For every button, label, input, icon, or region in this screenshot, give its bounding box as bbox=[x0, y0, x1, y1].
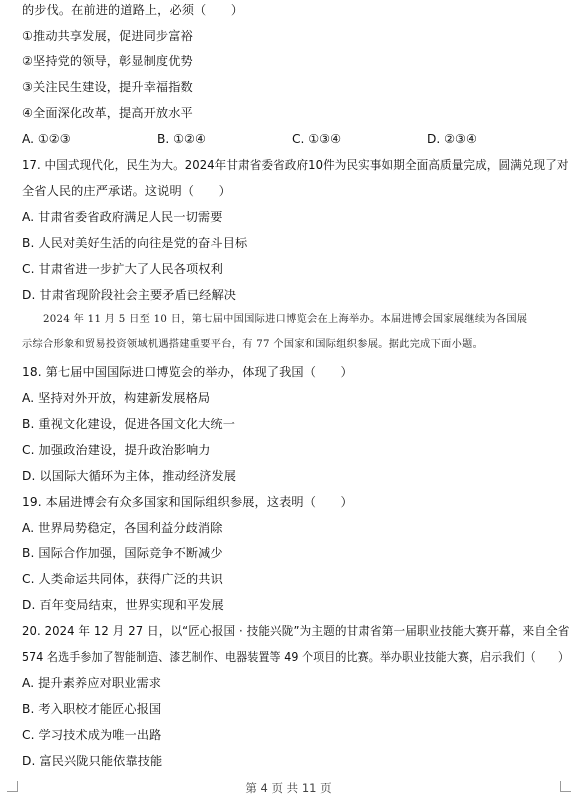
q16-option-b[interactable]: B. ①②④ bbox=[157, 132, 206, 146]
q18-stem: 18. 第七届中国国际进口博览会的举办，体现了我国（ ） bbox=[22, 365, 353, 379]
q17-option-c[interactable]: C. 甘肃省进一步扩大了人民各项权利 bbox=[22, 262, 223, 276]
q20-option-a[interactable]: A. 提升素养应对职业需求 bbox=[22, 676, 162, 690]
q19-stem: 19. 本届进博会有众多国家和国际组织参展，这表明（ ） bbox=[22, 495, 353, 509]
q16-option-a[interactable]: A. ①②③ bbox=[22, 132, 71, 146]
q18-option-c[interactable]: C. 加强政治建设，提升政治影响力 bbox=[22, 443, 211, 457]
q17-option-d[interactable]: D. 甘肃省现阶段社会主要矛盾已经解决 bbox=[22, 288, 237, 302]
q18-option-b[interactable]: B. 重视文化建设，促进各国文化大统一 bbox=[22, 417, 236, 431]
q17-option-b[interactable]: B. 人民对美好生活的向往是党的奋斗目标 bbox=[22, 236, 248, 250]
q19-option-b[interactable]: B. 国际合作加强，国际竞争不断减少 bbox=[22, 546, 223, 560]
q16-item-2: ②坚持党的领导，彰显制度优势 bbox=[22, 54, 193, 68]
q18-option-d[interactable]: D. 以国际大循环为主体，推动经济发展 bbox=[22, 469, 237, 483]
q18-option-a[interactable]: A. 坚持对外开放，构建新发展格局 bbox=[22, 391, 211, 405]
q19-option-c[interactable]: C. 人类命运共同体，获得广泛的共识 bbox=[22, 572, 223, 586]
material-passage-line2: 示综合形象和贸易投资领域机遇搭建重要平台，有 77 个国家和国际组织参展。据此完成下面小题。 bbox=[22, 339, 484, 350]
page-number-footer: 第 4 页 共 11 页 bbox=[245, 781, 332, 795]
material-passage-line1: 2024 年 11 月 5 日至 10 日，第七届中国国际进口博览会在上海举办。本届进博会国家展继续为各国展 bbox=[22, 314, 528, 325]
q20-option-b[interactable]: B. 考入职校才能匠心报国 bbox=[22, 702, 162, 716]
q16-option-d[interactable]: D. ②③④ bbox=[427, 132, 477, 146]
q17-stem-line2: 全省人民的庄严承诺。这说明（ ） bbox=[22, 184, 231, 198]
q16-item-1: ①推动共享发展，促进同步富裕 bbox=[22, 29, 193, 43]
q17-stem-line1: 17. 中国式现代化，民生为大。2024年甘肃省委省政府10件为民实事如期全面高质量完成，圆满兑现了对 bbox=[22, 158, 569, 172]
q16-item-4: ④全面深化改革，提高开放水平 bbox=[22, 106, 193, 120]
q16-item-3: ③关注民生建设，提升幸福指数 bbox=[22, 80, 193, 94]
q19-option-a[interactable]: A. 世界局势稳定，各国利益分歧消除 bbox=[22, 521, 223, 535]
q16-stem-end: 的步伐。在前进的道路上，必须（ ） bbox=[22, 3, 244, 17]
q20-stem-line2: 574 名选手参加了智能制造、漆艺制作、电器装置等 49 个项目的比赛。举办职业技能大赛，启示我们（ ） bbox=[22, 650, 570, 664]
q20-option-c[interactable]: C. 学习技术成为唯一出路 bbox=[22, 728, 162, 742]
q16-option-c[interactable]: C. ①③④ bbox=[292, 132, 342, 146]
q20-stem-line1: 20. 2024 年 12 月 27 日，以“匠心报国 · 技能兴陇”为主题的甘肃省第一届职业技能大赛开幕，来自全省 bbox=[22, 624, 570, 638]
q19-option-d[interactable]: D. 百年变局结束，世界实现和平发展 bbox=[22, 598, 224, 612]
q20-option-d[interactable]: D. 富民兴陇只能依靠技能 bbox=[22, 754, 163, 768]
q17-option-a[interactable]: A. 甘肃省委省政府满足人民一切需要 bbox=[22, 210, 223, 224]
